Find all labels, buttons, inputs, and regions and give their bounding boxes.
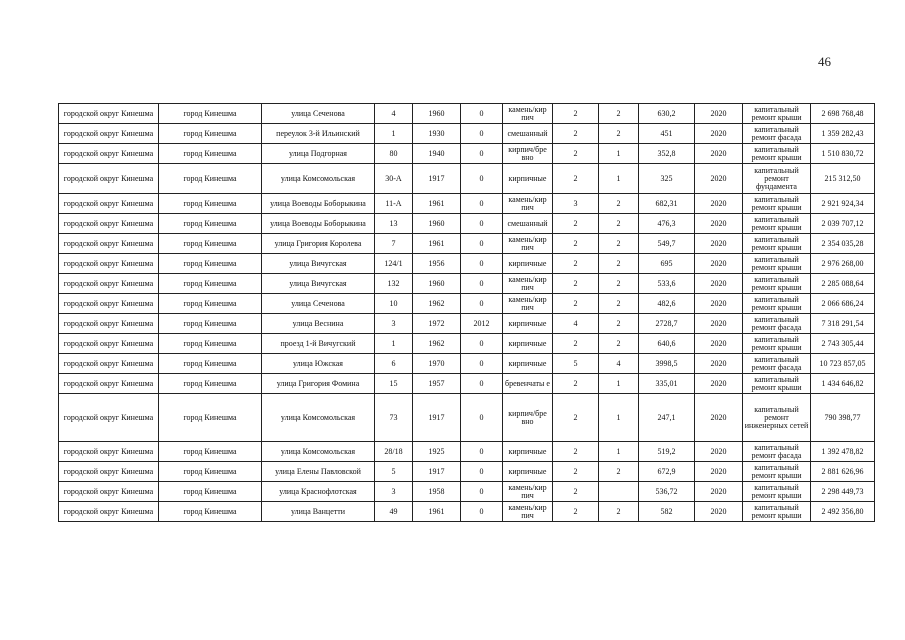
cell-year-reconstructed: 0 (461, 334, 503, 354)
cell-cost: 790 398,77 (811, 394, 875, 442)
cell-floors: 2 (553, 442, 599, 462)
cell-house: 28/18 (375, 442, 413, 462)
cell-city: город Кинешма (159, 294, 262, 314)
cell-area: 536,72 (639, 482, 695, 502)
table-row (59, 314, 875, 334)
cell-cost: 2 921 924,34 (811, 194, 875, 214)
cell-house: 73 (375, 394, 413, 442)
cell-year-built: 1956 (413, 254, 461, 274)
cell-work-type: капитальный ремонт крыши (743, 334, 811, 354)
registry-table-body (59, 104, 875, 522)
cell-city: город Кинешма (159, 482, 262, 502)
cell-entrances: 2 (599, 274, 639, 294)
cell-house: 3 (375, 314, 413, 334)
cell-plan-year: 2020 (695, 294, 743, 314)
cell-year-built: 1972 (413, 314, 461, 334)
cell-house: 49 (375, 502, 413, 522)
cell-entrances: 2 (599, 314, 639, 334)
cell-year-built: 1940 (413, 144, 461, 164)
cell-house: 5 (375, 462, 413, 482)
cell-year-built: 1961 (413, 194, 461, 214)
registry-table (58, 103, 875, 522)
cell-city: город Кинешма (159, 314, 262, 334)
cell-street: улица Елены Павловской (262, 462, 375, 482)
cell-district: городской округ Кинешма (59, 294, 159, 314)
cell-area: 582 (639, 502, 695, 522)
cell-cost: 2 881 626,96 (811, 462, 875, 482)
cell-district: городской округ Кинешма (59, 194, 159, 214)
cell-year-reconstructed: 0 (461, 144, 503, 164)
cell-work-type: капитальный ремонт крыши (743, 462, 811, 482)
cell-entrances: 1 (599, 374, 639, 394)
cell-plan-year: 2020 (695, 502, 743, 522)
cell-wall-material: кирпичные (503, 462, 553, 482)
cell-wall-material: кирпичные (503, 314, 553, 334)
table-row (59, 234, 875, 254)
cell-area: 682,31 (639, 194, 695, 214)
cell-house: 3 (375, 482, 413, 502)
cell-wall-material: бревенчаты е (503, 374, 553, 394)
cell-city: город Кинешма (159, 334, 262, 354)
cell-wall-material: кирпичные (503, 254, 553, 274)
cell-year-built: 1960 (413, 104, 461, 124)
cell-area: 451 (639, 124, 695, 144)
cell-year-built: 1917 (413, 462, 461, 482)
cell-year-reconstructed: 0 (461, 274, 503, 294)
table-row (59, 294, 875, 314)
cell-work-type: капитальный ремонт фасада (743, 314, 811, 334)
cell-district: городской округ Кинешма (59, 502, 159, 522)
cell-work-type: капитальный ремонт инженерных сетей (743, 394, 811, 442)
cell-entrances: 1 (599, 442, 639, 462)
cell-year-reconstructed: 0 (461, 394, 503, 442)
cell-city: город Кинешма (159, 234, 262, 254)
cell-work-type: капитальный ремонт крыши (743, 374, 811, 394)
cell-work-type: капитальный ремонт крыши (743, 294, 811, 314)
table-row (59, 442, 875, 462)
cell-cost: 2 039 707,12 (811, 214, 875, 234)
cell-year-built: 1957 (413, 374, 461, 394)
cell-work-type: капитальный ремонт крыши (743, 274, 811, 294)
cell-floors: 2 (553, 164, 599, 194)
cell-district: городской округ Кинешма (59, 394, 159, 442)
cell-wall-material: камень/кир пич (503, 294, 553, 314)
cell-entrances: 1 (599, 144, 639, 164)
cell-year-reconstructed: 0 (461, 194, 503, 214)
cell-area: 325 (639, 164, 695, 194)
cell-cost: 2 298 449,73 (811, 482, 875, 502)
cell-plan-year: 2020 (695, 334, 743, 354)
table-row (59, 482, 875, 502)
cell-cost: 2 066 686,24 (811, 294, 875, 314)
cell-city: город Кинешма (159, 104, 262, 124)
table-row (59, 334, 875, 354)
cell-entrances: 1 (599, 394, 639, 442)
table-row (59, 214, 875, 234)
cell-house: 80 (375, 144, 413, 164)
cell-floors: 3 (553, 194, 599, 214)
cell-area: 672,9 (639, 462, 695, 482)
table-row (59, 144, 875, 164)
cell-year-reconstructed: 0 (461, 374, 503, 394)
cell-house: 6 (375, 354, 413, 374)
cell-year-reconstructed: 0 (461, 442, 503, 462)
cell-plan-year: 2020 (695, 214, 743, 234)
cell-plan-year: 2020 (695, 274, 743, 294)
table-row (59, 274, 875, 294)
cell-year-reconstructed: 0 (461, 234, 503, 254)
cell-district: городской округ Кинешма (59, 234, 159, 254)
cell-cost: 7 318 291,54 (811, 314, 875, 334)
cell-area: 533,6 (639, 274, 695, 294)
cell-year-reconstructed: 0 (461, 502, 503, 522)
cell-district: городской округ Кинешма (59, 314, 159, 334)
cell-city: город Кинешма (159, 144, 262, 164)
cell-entrances: 2 (599, 462, 639, 482)
cell-street: улица Южская (262, 354, 375, 374)
cell-work-type: капитальный ремонт фасада (743, 354, 811, 374)
cell-district: городской округ Кинешма (59, 214, 159, 234)
cell-plan-year: 2020 (695, 254, 743, 274)
cell-street: улица Вичугская (262, 274, 375, 294)
cell-district: городской округ Кинешма (59, 124, 159, 144)
cell-work-type: капитальный ремонт крыши (743, 502, 811, 522)
cell-district: городской округ Кинешма (59, 274, 159, 294)
cell-entrances: 2 (599, 334, 639, 354)
cell-floors: 2 (553, 502, 599, 522)
cell-house: 1 (375, 334, 413, 354)
cell-city: город Кинешма (159, 442, 262, 462)
table-row (59, 194, 875, 214)
table-row (59, 502, 875, 522)
cell-floors: 2 (553, 334, 599, 354)
cell-district: городской округ Кинешма (59, 442, 159, 462)
cell-street: переулок 3-й Ильинский (262, 124, 375, 144)
cell-street: улица Вичугская (262, 254, 375, 274)
cell-year-built: 1917 (413, 394, 461, 442)
cell-floors: 2 (553, 374, 599, 394)
cell-district: городской округ Кинешма (59, 462, 159, 482)
cell-area: 640,6 (639, 334, 695, 354)
table-row (59, 164, 875, 194)
cell-year-built: 1961 (413, 234, 461, 254)
cell-work-type: капитальный ремонт крыши (743, 144, 811, 164)
cell-street: улица Комсомольская (262, 394, 375, 442)
cell-plan-year: 2020 (695, 124, 743, 144)
cell-year-built: 1930 (413, 124, 461, 144)
cell-area: 519,2 (639, 442, 695, 462)
cell-work-type: капитальный ремонт фундамента (743, 164, 811, 194)
cell-year-built: 1962 (413, 334, 461, 354)
cell-city: город Кинешма (159, 502, 262, 522)
cell-year-reconstructed: 0 (461, 104, 503, 124)
table-row (59, 374, 875, 394)
table-row (59, 104, 875, 124)
cell-cost: 10 723 857,05 (811, 354, 875, 374)
cell-city: город Кинешма (159, 394, 262, 442)
cell-floors: 2 (553, 294, 599, 314)
cell-year-built: 1960 (413, 214, 461, 234)
cell-area: 352,8 (639, 144, 695, 164)
cell-plan-year: 2020 (695, 374, 743, 394)
cell-year-built: 1962 (413, 294, 461, 314)
cell-entrances: 2 (599, 194, 639, 214)
cell-plan-year: 2020 (695, 354, 743, 374)
cell-area: 2728,7 (639, 314, 695, 334)
cell-area: 549,7 (639, 234, 695, 254)
cell-district: городской округ Кинешма (59, 482, 159, 502)
cell-year-reconstructed: 0 (461, 482, 503, 502)
cell-city: город Кинешма (159, 354, 262, 374)
cell-wall-material: кирпич/бре вно (503, 144, 553, 164)
cell-wall-material: камень/кир пич (503, 502, 553, 522)
cell-city: город Кинешма (159, 274, 262, 294)
cell-wall-material: камень/кир пич (503, 104, 553, 124)
table-row (59, 354, 875, 374)
cell-year-reconstructed: 2012 (461, 314, 503, 334)
cell-house: 13 (375, 214, 413, 234)
table-row (59, 124, 875, 144)
cell-cost: 2 285 088,64 (811, 274, 875, 294)
cell-floors: 2 (553, 394, 599, 442)
cell-cost: 2 743 305,44 (811, 334, 875, 354)
table-row (59, 254, 875, 274)
cell-work-type: капитальный ремонт фасада (743, 442, 811, 462)
cell-plan-year: 2020 (695, 144, 743, 164)
cell-entrances: 1 (599, 164, 639, 194)
cell-floors: 2 (553, 254, 599, 274)
cell-year-reconstructed: 0 (461, 164, 503, 194)
cell-year-reconstructed: 0 (461, 294, 503, 314)
cell-entrances: 2 (599, 214, 639, 234)
cell-wall-material: кирпич/бре вно (503, 394, 553, 442)
cell-year-reconstructed: 0 (461, 214, 503, 234)
cell-street: улица Сеченова (262, 294, 375, 314)
cell-wall-material: камень/кир пич (503, 482, 553, 502)
cell-cost: 2 698 768,48 (811, 104, 875, 124)
cell-wall-material: кирпичные (503, 442, 553, 462)
cell-house: 124/1 (375, 254, 413, 274)
cell-work-type: капитальный ремонт крыши (743, 234, 811, 254)
cell-street: улица Воеводы Боборыкина (262, 214, 375, 234)
cell-year-reconstructed: 0 (461, 354, 503, 374)
cell-street: улица Комсомольская (262, 442, 375, 462)
cell-house: 11-А (375, 194, 413, 214)
cell-street: улица Григория Фомина (262, 374, 375, 394)
cell-plan-year: 2020 (695, 314, 743, 334)
cell-street: улица Подгорная (262, 144, 375, 164)
cell-plan-year: 2020 (695, 462, 743, 482)
cell-area: 482,6 (639, 294, 695, 314)
cell-cost: 1 359 282,43 (811, 124, 875, 144)
cell-entrances: 2 (599, 294, 639, 314)
cell-cost: 2 976 268,00 (811, 254, 875, 274)
cell-floors: 4 (553, 314, 599, 334)
cell-wall-material: камень/кир пич (503, 194, 553, 214)
cell-floors: 2 (553, 482, 599, 502)
cell-floors: 2 (553, 274, 599, 294)
cell-district: городской округ Кинешма (59, 144, 159, 164)
cell-house: 7 (375, 234, 413, 254)
cell-entrances: 2 (599, 104, 639, 124)
cell-year-reconstructed: 0 (461, 124, 503, 144)
cell-street: улица Веснина (262, 314, 375, 334)
cell-city: город Кинешма (159, 374, 262, 394)
cell-work-type: капитальный ремонт фасада (743, 124, 811, 144)
cell-house: 15 (375, 374, 413, 394)
cell-work-type: капитальный ремонт крыши (743, 254, 811, 274)
cell-floors: 2 (553, 104, 599, 124)
cell-cost: 1 392 478,82 (811, 442, 875, 462)
cell-wall-material: камень/кир пич (503, 234, 553, 254)
cell-area: 335,01 (639, 374, 695, 394)
cell-plan-year: 2020 (695, 194, 743, 214)
cell-city: город Кинешма (159, 462, 262, 482)
cell-city: город Кинешма (159, 164, 262, 194)
cell-floors: 2 (553, 124, 599, 144)
cell-floors: 2 (553, 144, 599, 164)
cell-year-built: 1961 (413, 502, 461, 522)
cell-area: 476,3 (639, 214, 695, 234)
cell-house: 1 (375, 124, 413, 144)
cell-entrances: 2 (599, 254, 639, 274)
cell-cost: 2 354 035,28 (811, 234, 875, 254)
cell-entrances: 2 (599, 124, 639, 144)
cell-wall-material: кирпичные (503, 354, 553, 374)
cell-area: 630,2 (639, 104, 695, 124)
cell-entrances: 2 (599, 234, 639, 254)
table-row (59, 462, 875, 482)
cell-year-reconstructed: 0 (461, 254, 503, 274)
cell-city: город Кинешма (159, 194, 262, 214)
cell-cost: 2 492 356,80 (811, 502, 875, 522)
cell-district: городской округ Кинешма (59, 164, 159, 194)
cell-plan-year: 2020 (695, 104, 743, 124)
cell-entrances: 2 (599, 502, 639, 522)
cell-plan-year: 2020 (695, 482, 743, 502)
cell-plan-year: 2020 (695, 442, 743, 462)
cell-plan-year: 2020 (695, 164, 743, 194)
cell-city: город Кинешма (159, 124, 262, 144)
cell-plan-year: 2020 (695, 234, 743, 254)
cell-entrances: 4 (599, 354, 639, 374)
page-number: 46 (818, 54, 831, 69)
cell-city: город Кинешма (159, 254, 262, 274)
cell-district: городской округ Кинешма (59, 254, 159, 274)
cell-year-built: 1925 (413, 442, 461, 462)
cell-street: улица Комсомольская (262, 164, 375, 194)
cell-wall-material: кирпичные (503, 164, 553, 194)
cell-floors: 5 (553, 354, 599, 374)
cell-house: 4 (375, 104, 413, 124)
cell-wall-material: смешанный (503, 214, 553, 234)
cell-street: улица Сеченова (262, 104, 375, 124)
cell-cost: 215 312,50 (811, 164, 875, 194)
cell-floors: 2 (553, 214, 599, 234)
cell-year-reconstructed: 0 (461, 462, 503, 482)
cell-house: 30-А (375, 164, 413, 194)
cell-cost: 1 510 830,72 (811, 144, 875, 164)
cell-area: 247,1 (639, 394, 695, 442)
cell-area: 3998,5 (639, 354, 695, 374)
cell-work-type: капитальный ремонт крыши (743, 482, 811, 502)
cell-district: городской округ Кинешма (59, 104, 159, 124)
cell-cost: 1 434 646,82 (811, 374, 875, 394)
cell-house: 132 (375, 274, 413, 294)
cell-wall-material: кирпичные (503, 334, 553, 354)
cell-plan-year: 2020 (695, 394, 743, 442)
registry-table-wrapper (58, 103, 874, 522)
cell-floors: 2 (553, 234, 599, 254)
cell-street: улица Воеводы Боборыкина (262, 194, 375, 214)
cell-street: улица Краснофлотская (262, 482, 375, 502)
cell-wall-material: смешанный (503, 124, 553, 144)
cell-district: городской округ Кинешма (59, 334, 159, 354)
cell-area: 695 (639, 254, 695, 274)
cell-city: город Кинешма (159, 214, 262, 234)
cell-district: городской округ Кинешма (59, 374, 159, 394)
table-row (59, 394, 875, 442)
cell-work-type: капитальный ремонт крыши (743, 104, 811, 124)
cell-year-built: 1960 (413, 274, 461, 294)
cell-district: городской округ Кинешма (59, 354, 159, 374)
cell-year-built: 1970 (413, 354, 461, 374)
cell-work-type: капитальный ремонт крыши (743, 214, 811, 234)
cell-year-built: 1958 (413, 482, 461, 502)
cell-year-built: 1917 (413, 164, 461, 194)
cell-work-type: капитальный ремонт крыши (743, 194, 811, 214)
cell-wall-material: камень/кир пич (503, 274, 553, 294)
cell-street: улица Григория Королева (262, 234, 375, 254)
cell-floors: 2 (553, 462, 599, 482)
cell-street: улица Ванцетти (262, 502, 375, 522)
cell-house: 10 (375, 294, 413, 314)
cell-street: проезд 1-й Вичугский (262, 334, 375, 354)
cell-entrances (599, 482, 639, 502)
